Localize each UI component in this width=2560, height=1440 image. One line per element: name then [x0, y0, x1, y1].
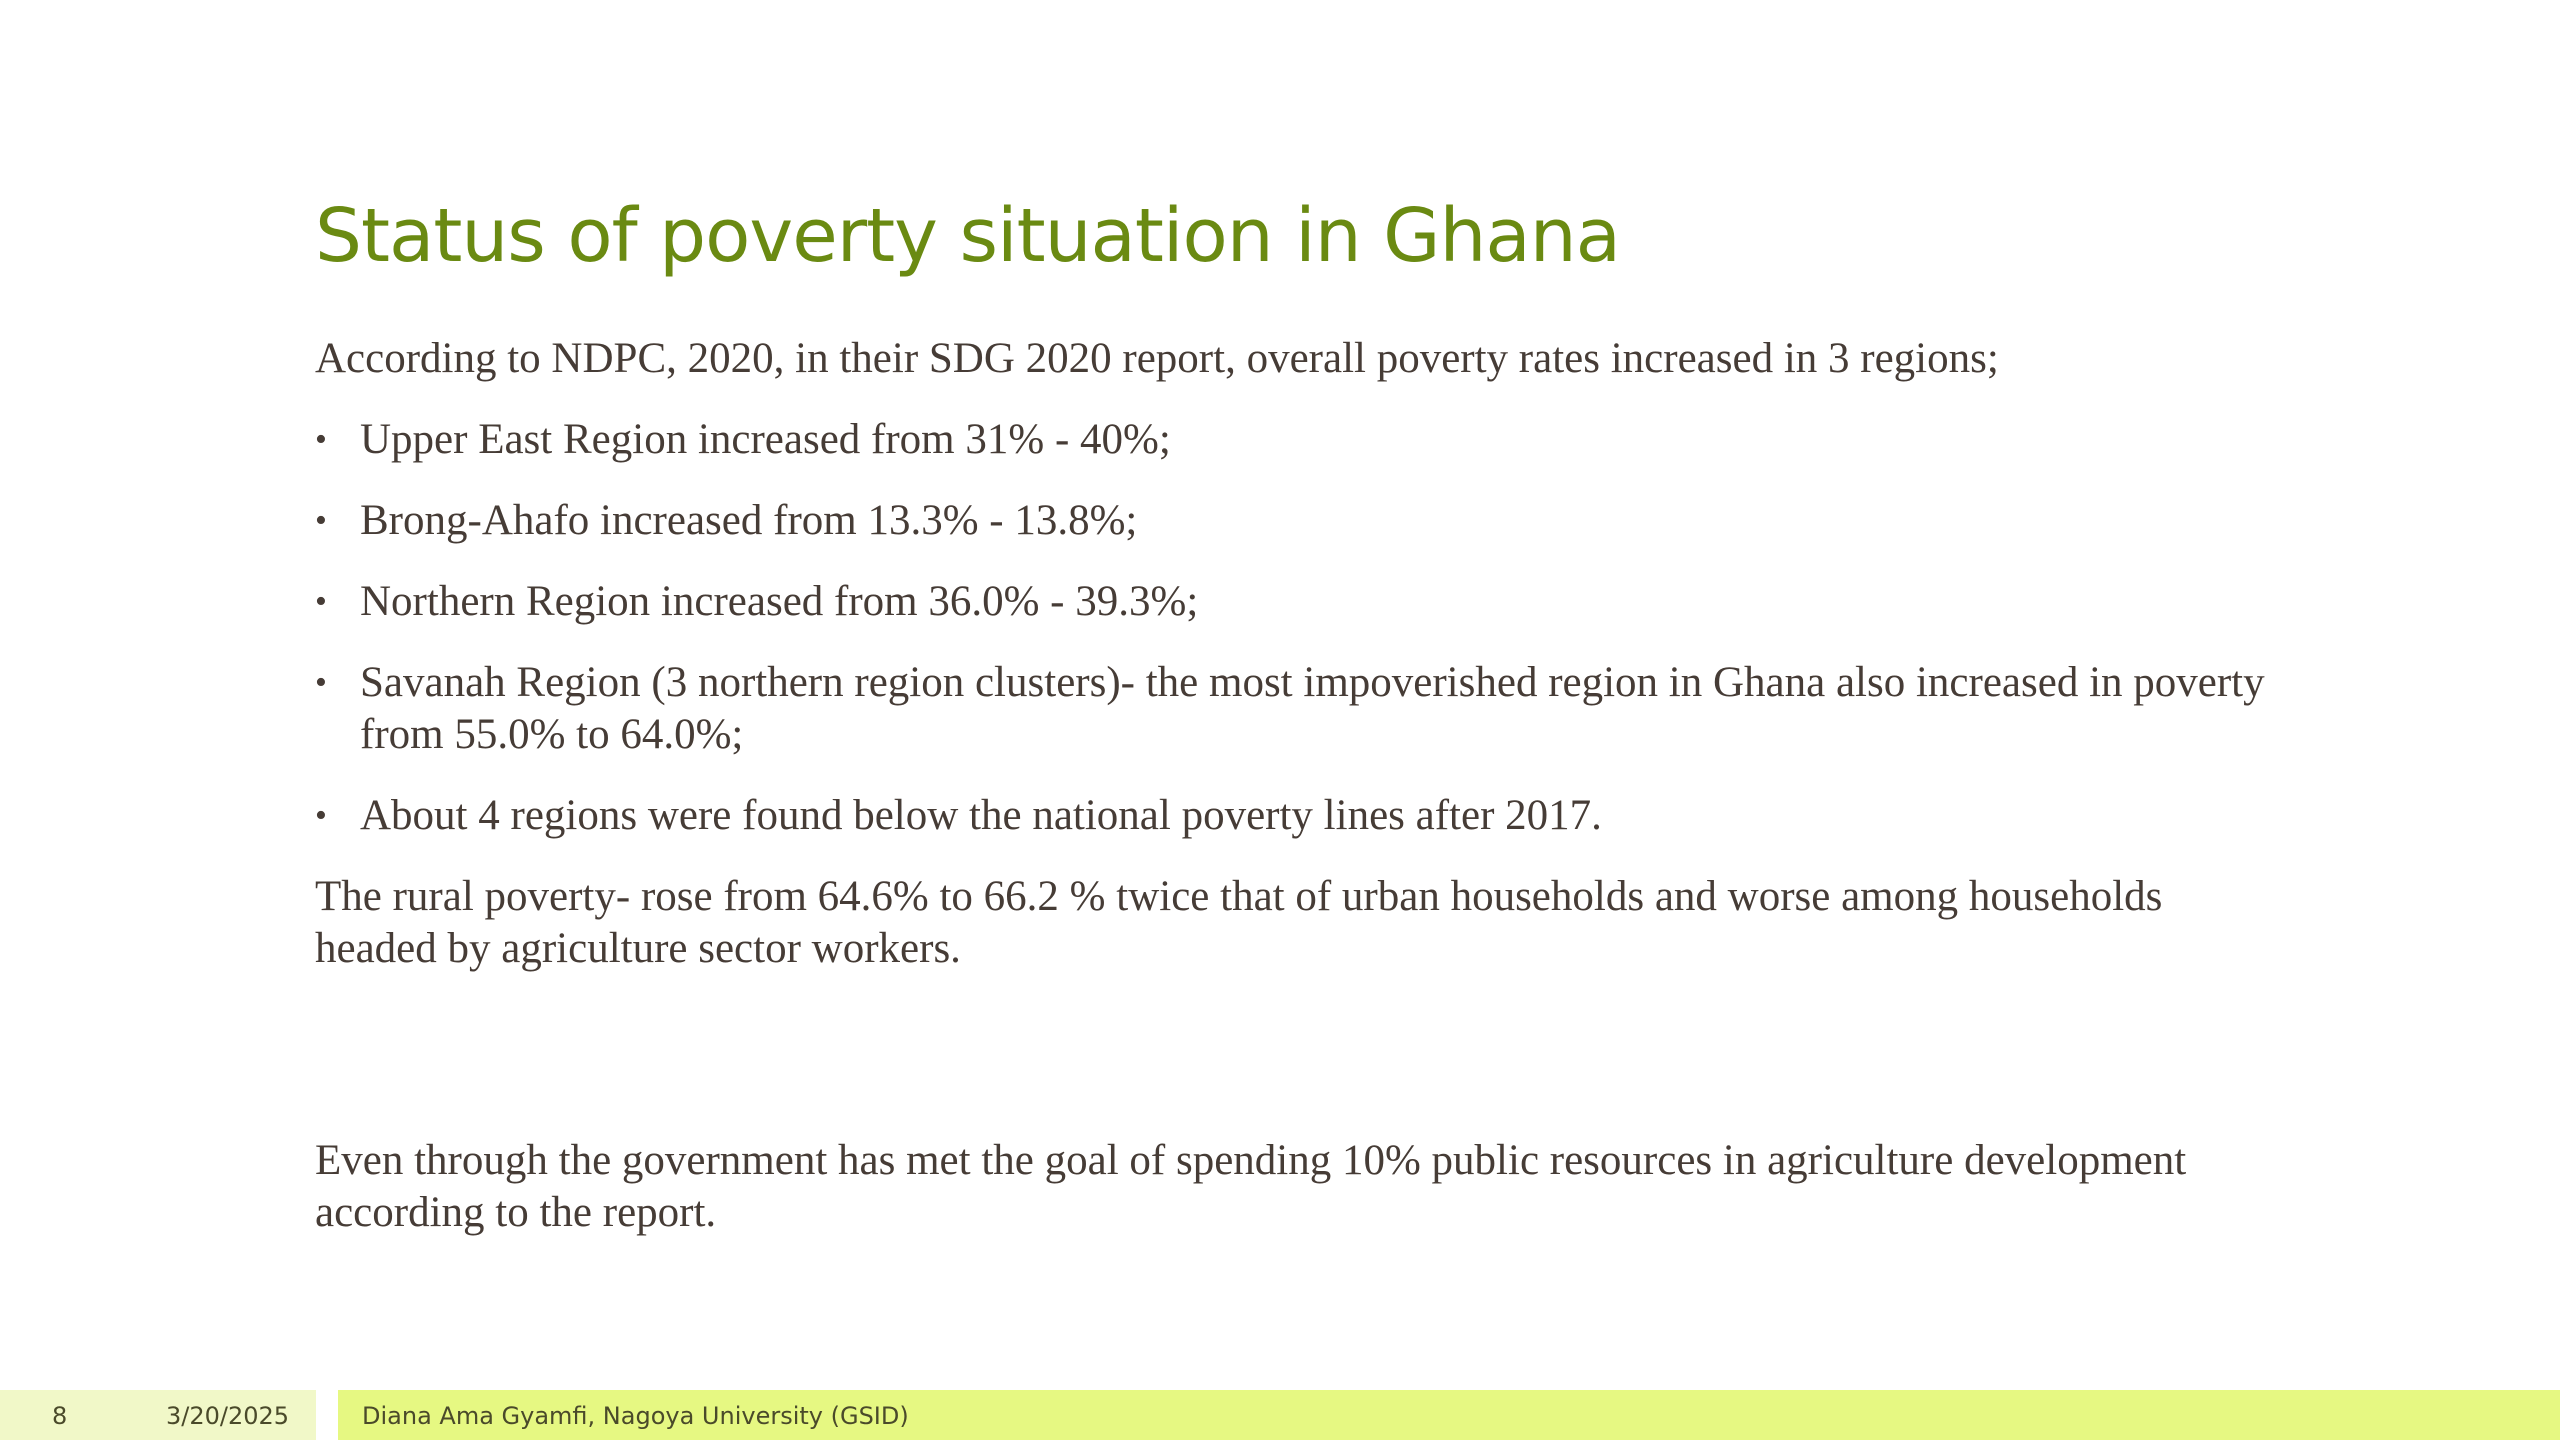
- bullet-item-four-regions: [315, 790, 2275, 842]
- footer-right-panel: [338, 1390, 2560, 1440]
- government-paragraph: Even through the government has met the goal of spending 10% public resources in agriculture development according to the report.: [315, 1137, 2187, 1236]
- bullet-text: Northern Region increased from 36.0% - 39.3%;: [360, 578, 1199, 625]
- bullet-list: [315, 414, 2275, 842]
- bullet-item-upper-east: [315, 414, 2275, 466]
- bullet-text: Upper East Region increased from 31% - 40%;: [360, 416, 1171, 463]
- footer-date: 3/20/2025: [166, 1402, 290, 1430]
- bullet-icon: •: [315, 797, 327, 834]
- bullet-text: About 4 regions were found below the national poverty lines after 2017.: [360, 792, 1602, 839]
- slide-title: Status of poverty situation in Ghana: [315, 193, 1620, 279]
- footer-author: Diana Ama Gyamfi, Nagoya University (GSID): [362, 1402, 909, 1430]
- paragraph-spacer: [315, 1004, 2275, 1135]
- page-number: 8: [52, 1402, 68, 1430]
- bullet-item-northern: [315, 576, 2275, 628]
- bullet-item-brong-ahafo: [315, 495, 2275, 547]
- intro-paragraph: According to NDPC, 2020, in their SDG 2020 report, overall poverty rates increased in 3 regions;: [315, 335, 1999, 382]
- bullet-icon: •: [315, 583, 327, 620]
- slide-body: [315, 333, 2275, 1268]
- footer-left-panel: [0, 1390, 316, 1440]
- bullet-icon: •: [315, 664, 327, 701]
- bullet-text: Brong-Ahafo increased from 13.3% - 13.8%;: [360, 497, 1138, 544]
- bullet-icon: •: [315, 421, 327, 458]
- rural-poverty-paragraph: The rural poverty- rose from 64.6% to 66.2 % twice that of urban households and worse among households headed by agriculture sector workers.: [315, 873, 2163, 972]
- bullet-icon: •: [315, 502, 327, 539]
- bullet-text: Savanah Region (3 northern region clusters)- the most impoverished region in Ghana also increased in poverty from 55.0% to 64.0%;: [360, 659, 2265, 758]
- bullet-item-savanah: [315, 657, 2275, 761]
- slide-footer: [0, 1390, 2560, 1440]
